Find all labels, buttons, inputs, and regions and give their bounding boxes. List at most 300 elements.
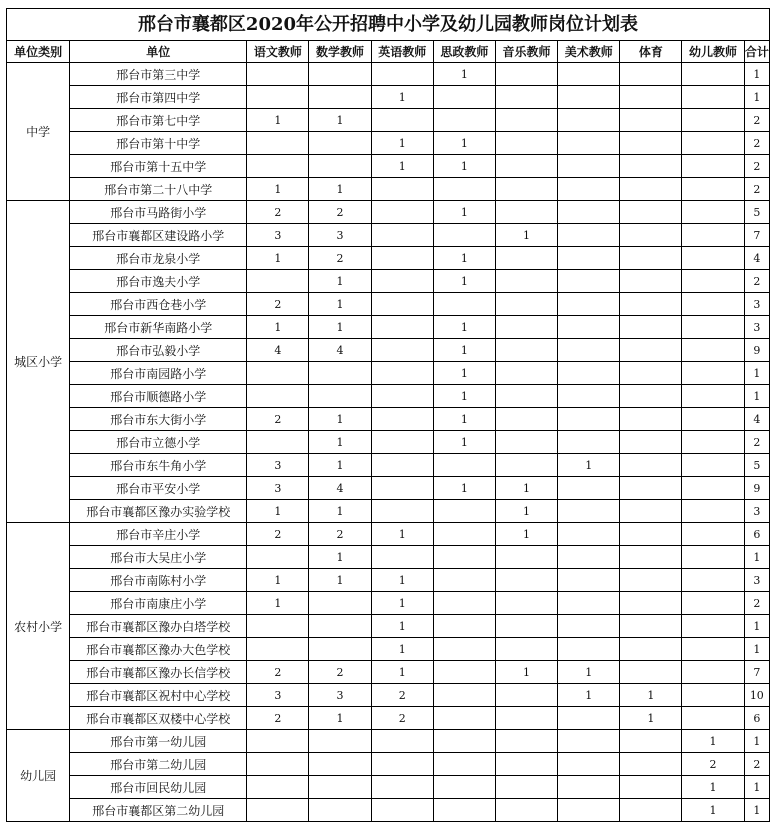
count-cell: 2 — [309, 661, 371, 684]
unit-cell: 邢台市回民幼儿园 — [70, 776, 247, 799]
unit-cell: 邢台市南园路小学 — [70, 362, 247, 385]
table-row — [7, 661, 770, 684]
count-cell — [495, 63, 557, 86]
count-cell — [620, 132, 682, 155]
count-cell — [682, 477, 744, 500]
count-cell — [682, 707, 744, 730]
unit-cell: 邢台市南康庄小学 — [70, 592, 247, 615]
count-cell: 1 — [247, 247, 309, 270]
total-cell: 3 — [744, 316, 769, 339]
count-cell: 2 — [247, 707, 309, 730]
count-cell — [495, 684, 557, 707]
table-row — [7, 155, 770, 178]
count-cell — [620, 661, 682, 684]
total-cell: 1 — [744, 546, 769, 569]
count-cell: 1 — [371, 132, 433, 155]
count-cell — [433, 707, 495, 730]
count-cell — [433, 86, 495, 109]
count-cell — [682, 454, 744, 477]
count-cell — [682, 293, 744, 316]
count-cell — [371, 178, 433, 201]
count-cell: 3 — [309, 224, 371, 247]
count-cell: 1 — [371, 569, 433, 592]
count-cell — [433, 523, 495, 546]
table-row — [7, 431, 770, 454]
header-english: 英语教师 — [371, 41, 433, 63]
count-cell — [371, 385, 433, 408]
count-cell — [371, 730, 433, 753]
count-cell — [433, 730, 495, 753]
count-cell — [620, 753, 682, 776]
header-chinese: 语文教师 — [247, 41, 309, 63]
count-cell — [247, 431, 309, 454]
count-cell — [371, 753, 433, 776]
count-cell — [620, 86, 682, 109]
count-cell — [433, 638, 495, 661]
count-cell: 1 — [433, 408, 495, 431]
count-cell — [495, 707, 557, 730]
count-cell — [371, 546, 433, 569]
count-cell — [682, 132, 744, 155]
count-cell — [433, 454, 495, 477]
unit-cell: 邢台市襄都区豫办大色学校 — [70, 638, 247, 661]
count-cell — [682, 385, 744, 408]
count-cell — [682, 247, 744, 270]
count-cell — [495, 730, 557, 753]
total-cell: 9 — [744, 339, 769, 362]
count-cell — [620, 339, 682, 362]
total-cell: 2 — [744, 270, 769, 293]
count-cell: 1 — [433, 362, 495, 385]
count-cell — [495, 753, 557, 776]
sheet-title: 邢台市襄都区2020年公开招聘中小学及幼儿园教师岗位计划表 — [6, 8, 770, 40]
count-cell: 1 — [620, 707, 682, 730]
count-cell — [371, 500, 433, 523]
count-cell — [371, 247, 433, 270]
total-cell: 1 — [744, 385, 769, 408]
unit-cell: 邢台市第二十八中学 — [70, 178, 247, 201]
count-cell — [495, 454, 557, 477]
count-cell: 1 — [558, 684, 620, 707]
count-cell — [620, 592, 682, 615]
count-cell — [620, 109, 682, 132]
total-cell: 2 — [744, 178, 769, 201]
count-cell — [682, 500, 744, 523]
unit-cell: 邢台市襄都区豫办实验学校 — [70, 500, 247, 523]
count-cell: 2 — [247, 201, 309, 224]
count-cell — [682, 615, 744, 638]
count-cell — [309, 615, 371, 638]
table-body — [7, 63, 770, 822]
count-cell: 2 — [682, 753, 744, 776]
count-cell — [371, 477, 433, 500]
count-cell: 2 — [309, 247, 371, 270]
count-cell — [558, 408, 620, 431]
unit-cell: 邢台市第二幼儿园 — [70, 753, 247, 776]
unit-cell: 邢台市襄都区第二幼儿园 — [70, 799, 247, 822]
count-cell — [558, 293, 620, 316]
count-cell — [371, 224, 433, 247]
count-cell — [495, 799, 557, 822]
count-cell — [620, 247, 682, 270]
count-cell — [247, 799, 309, 822]
count-cell — [371, 316, 433, 339]
count-cell — [682, 63, 744, 86]
total-cell: 7 — [744, 224, 769, 247]
count-cell — [433, 293, 495, 316]
count-cell — [558, 431, 620, 454]
table-row — [7, 201, 770, 224]
count-cell — [620, 615, 682, 638]
unit-cell: 邢台市南陈村小学 — [70, 569, 247, 592]
count-cell: 3 — [247, 224, 309, 247]
count-cell — [309, 799, 371, 822]
total-cell: 3 — [744, 569, 769, 592]
count-cell — [620, 431, 682, 454]
count-cell — [558, 247, 620, 270]
total-cell: 7 — [744, 661, 769, 684]
count-cell — [682, 523, 744, 546]
count-cell — [558, 707, 620, 730]
unit-cell: 邢台市东大街小学 — [70, 408, 247, 431]
count-cell — [558, 155, 620, 178]
count-cell — [620, 408, 682, 431]
count-cell — [495, 86, 557, 109]
count-cell — [682, 224, 744, 247]
count-cell — [558, 730, 620, 753]
count-cell — [620, 776, 682, 799]
table-row — [7, 270, 770, 293]
count-cell: 1 — [309, 431, 371, 454]
count-cell — [309, 385, 371, 408]
count-cell: 1 — [371, 638, 433, 661]
count-cell — [495, 546, 557, 569]
count-cell: 1 — [433, 477, 495, 500]
count-cell — [620, 385, 682, 408]
count-cell: 1 — [433, 270, 495, 293]
count-cell — [309, 730, 371, 753]
total-cell: 1 — [744, 63, 769, 86]
count-cell — [558, 201, 620, 224]
total-cell: 4 — [744, 408, 769, 431]
table-row — [7, 86, 770, 109]
count-cell — [309, 638, 371, 661]
count-cell: 1 — [495, 224, 557, 247]
count-cell — [558, 569, 620, 592]
count-cell: 1 — [309, 707, 371, 730]
count-cell — [433, 178, 495, 201]
count-cell — [558, 638, 620, 661]
count-cell — [495, 109, 557, 132]
count-cell: 1 — [309, 293, 371, 316]
count-cell — [558, 385, 620, 408]
header-total: 合计 — [744, 41, 769, 63]
count-cell: 1 — [433, 316, 495, 339]
count-cell: 1 — [433, 132, 495, 155]
count-cell: 4 — [247, 339, 309, 362]
count-cell — [620, 316, 682, 339]
count-cell — [620, 201, 682, 224]
count-cell: 1 — [309, 408, 371, 431]
count-cell — [433, 592, 495, 615]
count-cell: 1 — [247, 316, 309, 339]
unit-cell: 邢台市第四中学 — [70, 86, 247, 109]
unit-cell: 邢台市第十中学 — [70, 132, 247, 155]
total-cell: 4 — [744, 247, 769, 270]
count-cell — [558, 270, 620, 293]
unit-cell: 邢台市新华南路小学 — [70, 316, 247, 339]
count-cell: 3 — [247, 684, 309, 707]
count-cell — [558, 132, 620, 155]
count-cell — [433, 661, 495, 684]
count-cell — [682, 339, 744, 362]
count-cell: 1 — [371, 615, 433, 638]
count-cell: 1 — [433, 63, 495, 86]
count-cell — [682, 661, 744, 684]
count-cell — [495, 776, 557, 799]
unit-cell: 邢台市襄都区豫办长信学校 — [70, 661, 247, 684]
count-cell — [433, 753, 495, 776]
count-cell — [247, 270, 309, 293]
count-cell — [558, 799, 620, 822]
table-row — [7, 776, 770, 799]
count-cell — [495, 270, 557, 293]
total-cell: 2 — [744, 155, 769, 178]
total-cell: 2 — [744, 592, 769, 615]
total-cell: 1 — [744, 776, 769, 799]
unit-cell: 邢台市第一幼儿园 — [70, 730, 247, 753]
count-cell — [309, 132, 371, 155]
table-row — [7, 247, 770, 270]
count-cell — [495, 247, 557, 270]
count-cell — [558, 178, 620, 201]
count-cell — [371, 201, 433, 224]
total-cell: 3 — [744, 500, 769, 523]
count-cell — [495, 615, 557, 638]
count-cell: 1 — [371, 523, 433, 546]
total-cell: 10 — [744, 684, 769, 707]
table-row — [7, 339, 770, 362]
count-cell — [309, 776, 371, 799]
unit-cell: 邢台市襄都区豫办白塔学校 — [70, 615, 247, 638]
unit-cell: 邢台市顺德路小学 — [70, 385, 247, 408]
count-cell — [620, 293, 682, 316]
table-row — [7, 592, 770, 615]
header-politics: 思政教师 — [433, 41, 495, 63]
total-cell: 9 — [744, 477, 769, 500]
count-cell — [620, 546, 682, 569]
count-cell — [558, 753, 620, 776]
header-row — [7, 41, 770, 63]
count-cell: 1 — [371, 155, 433, 178]
count-cell — [620, 500, 682, 523]
count-cell — [309, 592, 371, 615]
count-cell — [620, 799, 682, 822]
count-cell — [682, 592, 744, 615]
unit-cell: 邢台市襄都区建设路小学 — [70, 224, 247, 247]
count-cell: 1 — [247, 178, 309, 201]
count-cell: 1 — [309, 500, 371, 523]
total-cell: 3 — [744, 293, 769, 316]
count-cell: 1 — [433, 247, 495, 270]
count-cell: 2 — [247, 661, 309, 684]
count-cell: 3 — [247, 477, 309, 500]
count-cell — [433, 500, 495, 523]
count-cell: 1 — [433, 431, 495, 454]
unit-cell: 邢台市平安小学 — [70, 477, 247, 500]
unit-cell: 邢台市东牛角小学 — [70, 454, 247, 477]
count-cell — [247, 362, 309, 385]
count-cell — [558, 615, 620, 638]
unit-cell: 邢台市弘毅小学 — [70, 339, 247, 362]
category-cell: 农村小学 — [7, 523, 70, 730]
count-cell — [433, 569, 495, 592]
count-cell: 1 — [309, 270, 371, 293]
category-cell: 城区小学 — [7, 201, 70, 523]
count-cell: 1 — [433, 201, 495, 224]
count-cell — [247, 132, 309, 155]
count-cell — [433, 776, 495, 799]
count-cell: 1 — [371, 86, 433, 109]
count-cell — [247, 63, 309, 86]
count-cell — [558, 546, 620, 569]
table-row — [7, 178, 770, 201]
category-cell: 幼儿园 — [7, 730, 70, 822]
table-row — [7, 408, 770, 431]
count-cell — [495, 155, 557, 178]
count-cell: 1 — [495, 477, 557, 500]
count-cell — [558, 86, 620, 109]
count-cell — [558, 500, 620, 523]
count-cell — [558, 224, 620, 247]
unit-cell: 邢台市马路街小学 — [70, 201, 247, 224]
count-cell — [620, 454, 682, 477]
header-category: 单位类别 — [7, 41, 70, 63]
count-cell — [433, 615, 495, 638]
count-cell — [495, 638, 557, 661]
table-row — [7, 707, 770, 730]
count-cell — [495, 592, 557, 615]
count-cell: 2 — [309, 523, 371, 546]
table-row — [7, 615, 770, 638]
header-art: 美术教师 — [558, 41, 620, 63]
total-cell: 2 — [744, 753, 769, 776]
count-cell — [682, 201, 744, 224]
count-cell — [433, 109, 495, 132]
table-row — [7, 684, 770, 707]
count-cell — [309, 753, 371, 776]
count-cell — [371, 63, 433, 86]
count-cell — [558, 362, 620, 385]
total-cell: 5 — [744, 454, 769, 477]
count-cell: 1 — [433, 155, 495, 178]
count-cell: 1 — [495, 500, 557, 523]
count-cell — [371, 408, 433, 431]
total-cell: 2 — [744, 431, 769, 454]
count-cell — [495, 431, 557, 454]
count-cell — [682, 638, 744, 661]
count-cell — [495, 316, 557, 339]
table-row — [7, 385, 770, 408]
count-cell — [682, 86, 744, 109]
count-cell — [247, 615, 309, 638]
count-cell: 2 — [371, 684, 433, 707]
unit-cell: 邢台市襄都区祝村中心学校 — [70, 684, 247, 707]
count-cell: 1 — [433, 339, 495, 362]
table-row — [7, 730, 770, 753]
count-cell — [247, 730, 309, 753]
count-cell: 1 — [682, 730, 744, 753]
count-cell — [371, 454, 433, 477]
total-cell: 2 — [744, 132, 769, 155]
count-cell: 1 — [495, 661, 557, 684]
total-cell: 2 — [744, 109, 769, 132]
count-cell — [495, 569, 557, 592]
count-cell: 1 — [558, 454, 620, 477]
count-cell: 2 — [309, 201, 371, 224]
count-cell: 1 — [682, 776, 744, 799]
count-cell: 2 — [247, 408, 309, 431]
count-cell: 1 — [309, 178, 371, 201]
count-cell — [433, 684, 495, 707]
count-cell: 2 — [371, 707, 433, 730]
count-cell: 1 — [247, 592, 309, 615]
table-row — [7, 224, 770, 247]
count-cell — [682, 684, 744, 707]
count-cell — [309, 155, 371, 178]
total-cell: 1 — [744, 615, 769, 638]
count-cell — [620, 730, 682, 753]
count-cell — [558, 339, 620, 362]
count-cell — [309, 63, 371, 86]
count-cell: 1 — [309, 316, 371, 339]
table-row — [7, 569, 770, 592]
count-cell — [558, 63, 620, 86]
table-row — [7, 109, 770, 132]
count-cell — [558, 523, 620, 546]
table-row — [7, 454, 770, 477]
count-cell: 1 — [682, 799, 744, 822]
count-cell — [371, 431, 433, 454]
count-cell — [620, 178, 682, 201]
count-cell — [495, 178, 557, 201]
total-cell: 1 — [744, 799, 769, 822]
header-pe: 体育 — [620, 41, 682, 63]
count-cell: 2 — [247, 293, 309, 316]
count-cell — [247, 385, 309, 408]
unit-cell: 邢台市第三中学 — [70, 63, 247, 86]
table-row — [7, 63, 770, 86]
count-cell — [309, 362, 371, 385]
unit-cell: 邢台市辛庄小学 — [70, 523, 247, 546]
unit-cell: 邢台市西仓巷小学 — [70, 293, 247, 316]
count-cell — [495, 385, 557, 408]
count-cell — [247, 155, 309, 178]
count-cell — [620, 362, 682, 385]
count-cell — [371, 339, 433, 362]
count-cell: 1 — [620, 684, 682, 707]
category-cell: 中学 — [7, 63, 70, 201]
unit-cell: 邢台市龙泉小学 — [70, 247, 247, 270]
count-cell — [495, 293, 557, 316]
recruitment-plan-sheet — [6, 8, 770, 822]
count-cell: 3 — [247, 454, 309, 477]
header-math: 数学教师 — [309, 41, 371, 63]
count-cell — [682, 178, 744, 201]
count-cell — [558, 592, 620, 615]
count-cell: 1 — [247, 569, 309, 592]
count-cell — [247, 546, 309, 569]
